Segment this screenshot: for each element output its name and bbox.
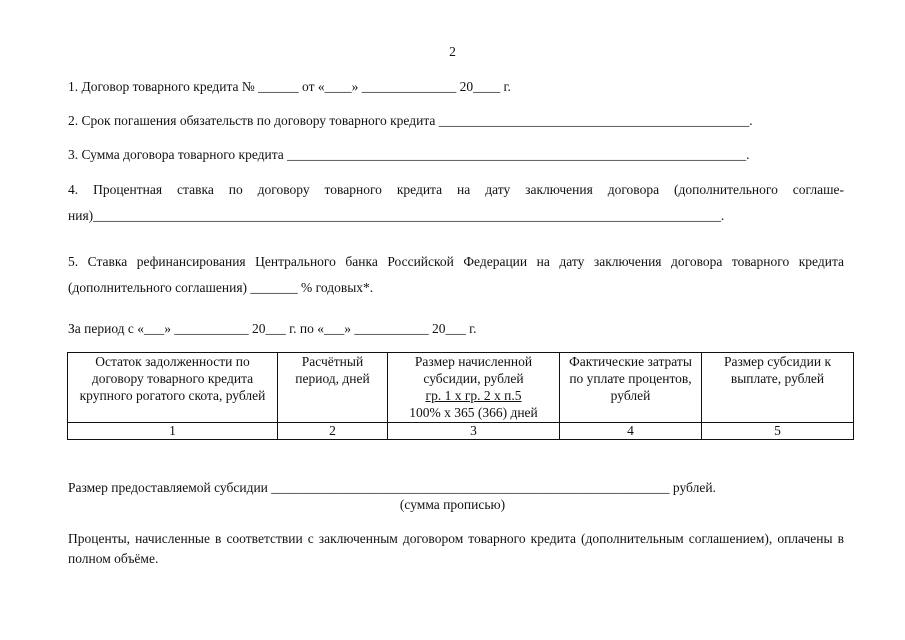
- subsidy-table: [67, 352, 854, 440]
- closing-statement: Проценты, начисленные в соответствии с заключенным договором товарного кредита (дополнительным соглашением), оплачены в полном объёме.: [68, 531, 844, 566]
- header-subsidy-payable: Размер субсидии к выплате, рублей: [702, 353, 854, 423]
- header-accrued-subsidy: [388, 353, 560, 423]
- contract-sum-line: 3. Сумма договора товарного кредита ____________________________________________________________________.: [68, 147, 750, 162]
- contract-number-line: 1. Договор товарного кредита № ______ от «____» ______________ 20____ г.: [68, 79, 511, 94]
- column-number: 5: [702, 423, 854, 440]
- table-header-row: [68, 353, 854, 423]
- column-number: 2: [278, 423, 388, 440]
- column-number: 3: [388, 423, 560, 440]
- column-number: 1: [68, 423, 278, 440]
- period-line: За период с «___» ___________ 20___ г. по «___» ___________ 20___ г.: [68, 321, 477, 336]
- interest-rate-paragraph: 4. Процентная ставка по договору товарного кредита на дату заключения договора (дополнительного соглаше-ния)_____________________________________________________________________________________________.: [68, 182, 844, 223]
- page-number: 2: [449, 44, 456, 59]
- header-accrued-subsidy-label: Размер начисленной субсидии, рублей: [414, 354, 533, 386]
- formula-denominator: 100% х 365 (366) дней: [409, 405, 538, 420]
- repayment-term-line: 2. Срок погашения обязательств по договору товарного кредита ______________________________________________.: [68, 113, 753, 128]
- column-number: 4: [560, 423, 702, 440]
- formula-numerator: гр. 1 х гр. 2 х п.5: [425, 388, 522, 403]
- table-number-row: [68, 423, 854, 440]
- subsidy-amount-line: Размер предоставляемой субсидии ___________________________________________________________ рублей.: [68, 480, 716, 495]
- subsidy-amount-caption: (сумма прописью): [399, 497, 506, 512]
- header-debt-balance: Остаток задолженности по договору товарного кредита крупного рогатого скота, рублей: [68, 353, 278, 423]
- header-period: Расчётный период, дней: [278, 353, 388, 423]
- header-actual-costs: Фактические затраты по уплате процентов, рублей: [560, 353, 702, 423]
- refinancing-rate-paragraph: 5. Ставка рефинансирования Центрального банка Российской Федерации на дату заключения договора товарного кредита (дополнительного соглашения) _______ % годовых*.: [68, 254, 844, 295]
